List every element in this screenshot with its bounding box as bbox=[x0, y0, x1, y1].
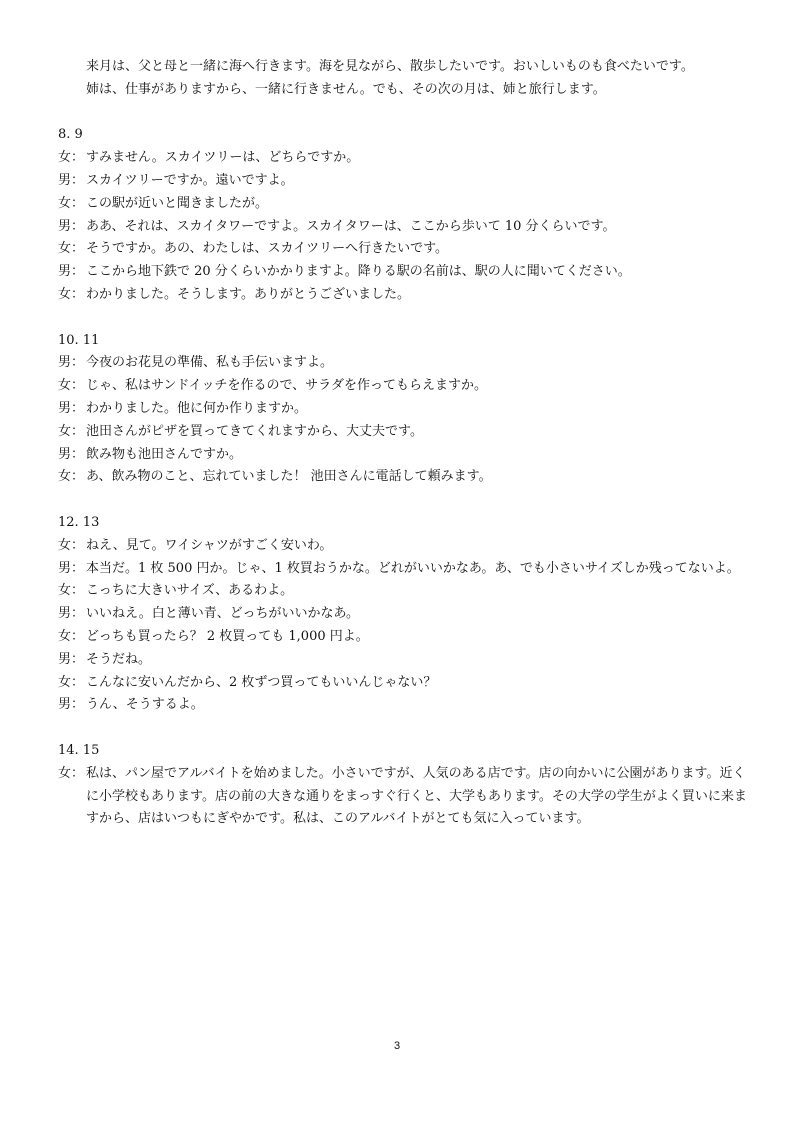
dialogue-line bbox=[58, 626, 748, 649]
dialogue-line bbox=[58, 170, 748, 193]
speaker-label: 男： bbox=[58, 560, 85, 576]
section-title: 8. 9 bbox=[58, 127, 83, 143]
dialogue-line bbox=[58, 580, 748, 603]
dialogue-line bbox=[58, 352, 748, 375]
dialogue-text: そうですか。あの、わたしは、スカイツリーへ行きたいです。 bbox=[86, 241, 449, 257]
speaker-label: 女： bbox=[58, 469, 85, 485]
section-title: 10. 11 bbox=[58, 332, 100, 348]
dialogue-text: 本当だ。1 枚 500 円か。じゃ、1 枚買おうかな。どれがいいかなあ。あ、でも小さいサイズしか残ってないよ。 bbox=[86, 560, 740, 576]
dialogue-text: そうだね。 bbox=[86, 651, 152, 667]
intro-paragraph bbox=[58, 56, 748, 102]
section-title: 14. 15 bbox=[58, 742, 100, 758]
speaker-label: 男： bbox=[58, 218, 85, 234]
speaker-label: 女： bbox=[58, 674, 85, 690]
speaker-label: 男： bbox=[58, 172, 85, 188]
speaker-label: 女： bbox=[58, 150, 85, 166]
dialogue-text: わかりました。そうします。ありがとうございました。 bbox=[86, 286, 410, 302]
speaker-label: 女： bbox=[58, 378, 85, 394]
dialogue-text: すみません。スカイツリーは、どちらですか。 bbox=[86, 150, 360, 166]
speaker-label: 男： bbox=[58, 264, 85, 280]
dialogue-text: 池田さんがピザを買ってきてくれますから、大丈夫です。 bbox=[86, 423, 423, 439]
speaker-label: 男： bbox=[58, 355, 85, 371]
dialogue-text: いいねえ。白と薄い青、どっちがいいかなあ。 bbox=[86, 606, 360, 622]
dialogue-section-10-11 bbox=[58, 330, 748, 490]
dialogue-text: わかりました。他に何か作りますか。 bbox=[86, 400, 308, 416]
dialogue-line bbox=[58, 238, 748, 261]
dialogue-text: 今夜のお花見の準備、私も手伝いますよ。 bbox=[86, 355, 334, 371]
transcript-content bbox=[58, 56, 748, 831]
speaker-label: 男： bbox=[58, 651, 85, 667]
speaker-label: 女： bbox=[58, 537, 85, 553]
dialogue-text: あ、飲み物のこと、忘れていました！ 池田さんに電話して頼みます。 bbox=[86, 469, 492, 485]
dialogue-line bbox=[58, 147, 748, 170]
dialogue-text: ああ、それは、スカイタワーですよ。スカイタワーは、ここから歩いて 10 分くらいです。 bbox=[86, 218, 616, 234]
dialogue-line bbox=[58, 398, 748, 421]
dialogue-text: この駅が近いと聞きましたが。 bbox=[86, 195, 269, 211]
dialogue-line bbox=[58, 649, 748, 672]
intro-line: 来月は、父と母と一緒に海へ行きます。海を見ながら、散歩したいです。おいしいものも食べたいです。 bbox=[86, 59, 694, 74]
dialogue-line bbox=[58, 444, 748, 467]
dialogue-text: こんなに安いんだから、2 枚ずつ買ってもいいんじゃない？ bbox=[86, 674, 437, 690]
speaker-label: 女： bbox=[58, 423, 85, 439]
dialogue-text: ここから地下鉄で 20 分くらいかかりますよ。降りる駅の名前は、駅の人に聞いてください。 bbox=[86, 264, 631, 280]
speaker-label: 男： bbox=[58, 446, 85, 462]
dialogue-text: 飲み物も池田さんですか。 bbox=[86, 446, 243, 462]
dialogue-text: こっちに大きいサイズ、あるわよ。 bbox=[86, 583, 294, 599]
dialogue-line bbox=[58, 466, 748, 489]
dialogue-line bbox=[58, 284, 748, 307]
dialogue-line bbox=[58, 672, 748, 695]
dialogue-line bbox=[58, 763, 748, 831]
dialogue-line bbox=[58, 261, 748, 284]
dialogue-line bbox=[58, 375, 748, 398]
speaker-label: 男： bbox=[58, 400, 85, 416]
dialogue-line bbox=[58, 216, 748, 239]
speaker-label: 女： bbox=[58, 628, 85, 644]
dialogue-text: 私は、パン屋でアルバイトを始めました。小さいですが、人気のある店です。店の向かいに公園があります。近くに小学校もあります。店の前の大きな通りをまっすぐ行くと、大学もあります。その大学の学生がよく買いに来ますから、店はいつもにぎやかです。私は、このアルバイトがとても気に入っています。 bbox=[86, 765, 747, 827]
dialogue-text: どっちも買ったら？ 2 枚買っても 1,000 円よ。 bbox=[86, 628, 369, 644]
dialogue-line bbox=[58, 421, 748, 444]
speaker-label: 男： bbox=[58, 697, 85, 713]
speaker-label: 女： bbox=[58, 241, 85, 257]
intro-line: 姉は、仕事がありますから、一緒に行きません。でも、その次の月は、姉と旅行します。 bbox=[86, 81, 606, 97]
dialogue-line bbox=[58, 535, 748, 558]
dialogue-section-12-13 bbox=[58, 512, 748, 717]
dialogue-text: じゃ、私はサンドイッチを作るので、サラダを作ってもらえますか。 bbox=[86, 378, 488, 394]
speaker-label: 女： bbox=[58, 286, 85, 302]
dialogue-section-8-9 bbox=[58, 124, 748, 306]
speaker-label: 男： bbox=[58, 606, 85, 622]
dialogue-line bbox=[58, 193, 748, 216]
dialogue-line bbox=[58, 603, 748, 626]
page-number: 3 bbox=[393, 1040, 401, 1052]
dialogue-section-14-15 bbox=[58, 740, 748, 831]
speaker-label: 女： bbox=[58, 195, 85, 211]
dialogue-line bbox=[58, 694, 748, 717]
dialogue-text: うん、そうするよ。 bbox=[86, 697, 204, 713]
dialogue-line bbox=[58, 558, 748, 581]
dialogue-text: スカイツリーですか。遠いですよ。 bbox=[86, 172, 294, 188]
speaker-label: 女： bbox=[58, 583, 85, 599]
dialogue-text: ねえ、見て。ワイシャツがすごく安いわ。 bbox=[86, 537, 333, 553]
speaker-label: 女： bbox=[58, 765, 85, 781]
section-title: 12. 13 bbox=[58, 514, 100, 530]
